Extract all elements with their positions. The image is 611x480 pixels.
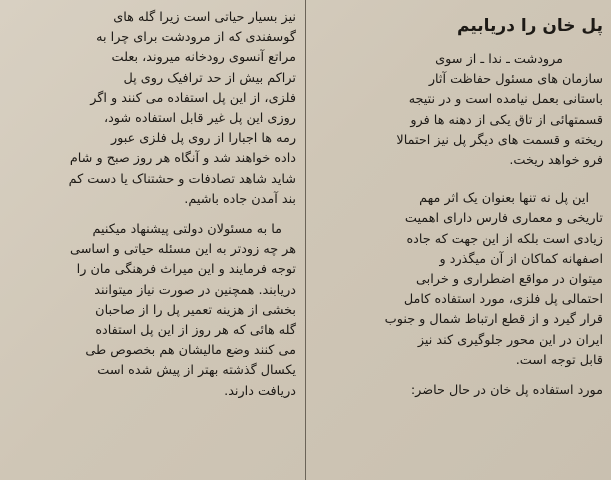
text-line: گله هائی که هر روز از این پل استفاده bbox=[95, 323, 296, 339]
text-line: توجه فرمایند و این میراث فرهنگی مان را bbox=[76, 262, 296, 278]
text-line: ما به مسئولان دولتی پیشنهاد میکنیم bbox=[92, 222, 282, 238]
text-line: گوسفندی که از مرودشت برای چرا به bbox=[96, 30, 296, 46]
text-line: یکسال گذشته بهتر از پیش شده است bbox=[97, 363, 296, 379]
paragraph-2 bbox=[318, 189, 603, 371]
text-line: شاید شاهد تصادفات و حشتناک یا دست کم bbox=[68, 171, 296, 187]
text-line: میتوان در مواقع اضطراری و خرابی bbox=[416, 272, 603, 288]
text-line: فرو خواهد ریخت. bbox=[509, 153, 603, 169]
text-line: قرار گیرد و از قطع ارتباط شمال و جنوب bbox=[384, 312, 603, 328]
text-line: احتمالی پل فلزی، مورد استفاده کامل bbox=[403, 292, 603, 308]
text-line: قابل توجه است. bbox=[515, 352, 603, 368]
text-line: هر چه زودتر به این مسئله حیاتی و اساسی bbox=[70, 242, 296, 258]
text-line: می کنند وضع مالیشان هم بخصوص طی bbox=[85, 343, 296, 359]
text-line: ایران در این محور جلوگیری کند نیز bbox=[417, 332, 603, 348]
text-line: فلزی، از این پل استفاده می کنند و اگر bbox=[90, 90, 296, 106]
text-line: ریخته و قسمت های دیگر پل نیز احتمالا bbox=[396, 132, 603, 148]
paragraph-1 bbox=[12, 8, 296, 210]
paragraph-2 bbox=[12, 220, 296, 402]
article-title: پل خان را دریابیم bbox=[456, 16, 603, 36]
right-column bbox=[318, 8, 603, 480]
paragraph-3 bbox=[318, 381, 603, 401]
text-line: داده خواهند شد و آنگاه هر روز صبح و شام bbox=[69, 151, 296, 167]
text-line: دریابند. همچنین در صورت نیاز میتوانند bbox=[94, 282, 296, 298]
text-line: مورد استفاده پل خان در حال حاضر: bbox=[410, 383, 603, 399]
byline: مرودشت ـ ندا ـ از سوی bbox=[435, 52, 563, 67]
text-line: بخشی از هزینه تعمیر پل را از صاحبان bbox=[95, 302, 296, 318]
text-line: تراکم بیش از حد ترافیک روی پل bbox=[123, 70, 296, 86]
column-divider bbox=[305, 0, 306, 480]
text-line: روزی این پل غیر قابل استفاده شود، bbox=[103, 111, 296, 127]
text-line: نیز بسیار حیاتی است زیرا گله های bbox=[113, 10, 296, 25]
text-line: مراتع آنسوی رودخانه میروند، بعلت bbox=[111, 50, 296, 66]
text-line: رمه ها اجبارا از روی پل فلزی عبور bbox=[110, 131, 296, 147]
text-line: اصفهانه کماکان از آن میگذرد و bbox=[439, 251, 603, 267]
left-column bbox=[12, 8, 296, 480]
text-line: این پل نه تنها بعنوان یک اثر مهم bbox=[419, 191, 589, 207]
text-line: تاریخی و معماری فارس دارای اهمیت bbox=[404, 211, 603, 227]
text-line: باستانی بعمل نیامده است و در نتیجه bbox=[408, 92, 603, 108]
paragraph-1 bbox=[318, 70, 603, 171]
text-line: بند آمدن جاده باشیم. bbox=[184, 191, 296, 207]
text-line: سازمان های مسئول حفاظت آثار bbox=[428, 72, 603, 88]
text-line: قسمتهائی از تاق یکی از دهنه ها فرو bbox=[410, 112, 603, 128]
text-line: دریافت دارند. bbox=[224, 383, 296, 399]
text-line: زیادی است بلکه از این جهت که جاده bbox=[406, 231, 603, 247]
